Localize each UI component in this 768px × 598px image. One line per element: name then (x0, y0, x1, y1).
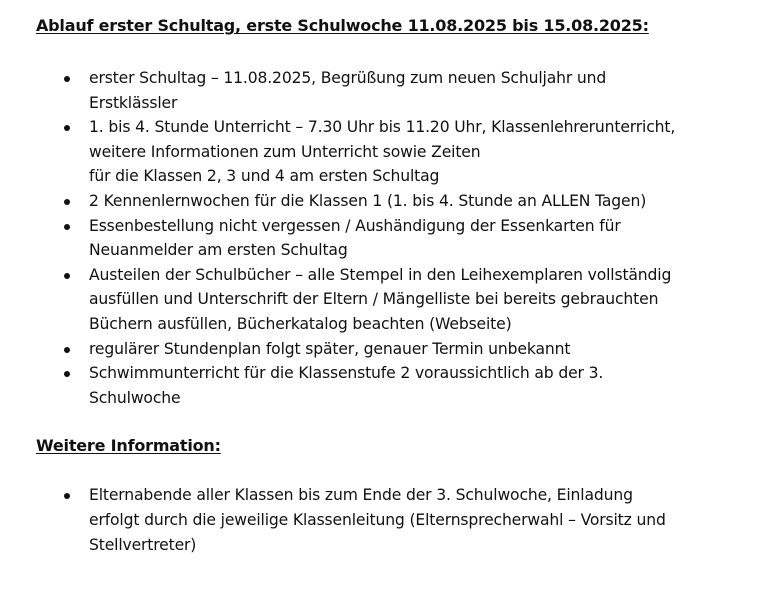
list-item (36, 115, 756, 189)
list-item (36, 189, 756, 214)
list-item-text: 1. bis 4. Stunde Unterricht – 7.30 Uhr bis 11.20 Uhr, Klassenlehrerunterricht, (89, 118, 676, 137)
bullet-icon (64, 493, 70, 499)
bullet-icon (64, 273, 70, 279)
bullet-icon (64, 224, 70, 230)
list-item-text: für die Klassen 2, 3 und 4 am ersten Schultag (89, 167, 440, 186)
schedule-list (36, 66, 756, 410)
list-item-text: Erstklässler (89, 93, 178, 112)
list-item-text: Büchern ausfüllen, Bücherkatalog beachten (Webseite) (89, 314, 512, 333)
document (36, 14, 756, 557)
list-item (36, 361, 756, 410)
list-item-text: Elternabende aller Klassen bis zum Ende der 3. Schulwoche, Einladung (89, 486, 633, 505)
bullet-icon (64, 76, 70, 82)
bullet-icon (64, 125, 70, 131)
schedule-heading: Ablauf erster Schultag, erste Schulwoche 11.08.2025 bis 15.08.2025: (36, 16, 649, 35)
list-item-text: Schulwoche (89, 388, 181, 407)
bullet-icon (64, 199, 70, 205)
list-item-text: regulärer Stundenplan folgt später, genauer Termin unbekannt (89, 339, 571, 358)
list-item (36, 337, 756, 362)
bullet-icon (64, 347, 70, 353)
list-item-text: Stellvertreter) (89, 535, 197, 554)
list-item-text: Austeilen der Schulbücher – alle Stempel in den Leihexemplaren vollständig (89, 265, 672, 284)
list-item-text: Schwimmunterricht für die Klassenstufe 2 voraussichtlich ab der 3. (89, 364, 604, 383)
list-item (36, 263, 756, 337)
list-item (36, 214, 756, 263)
list-item (36, 483, 756, 557)
bullet-icon (64, 371, 70, 377)
list-item-text: ausfüllen und Unterschrift der Eltern / Mängelliste bei bereits gebrauchten (89, 290, 659, 309)
list-item-text: erfolgt durch die jeweilige Klassenleitung (Elternsprecherwahl – Vorsitz und (89, 510, 666, 529)
list-item (36, 66, 756, 115)
list-item-text: 2 Kennenlernwochen für die Klassen 1 (1. bis 4. Stunde an ALLEN Tagen) (89, 191, 647, 210)
further-info-heading: Weitere Information: (36, 436, 221, 456)
list-item-text: weitere Informationen zum Unterricht sowie Zeiten (89, 142, 481, 161)
list-item-text: Neuanmelder am ersten Schultag (89, 241, 348, 260)
further-info-list (36, 483, 756, 557)
list-item-text: erster Schultag – 11.08.2025, Begrüßung zum neuen Schuljahr und (89, 69, 607, 87)
list-item-text: Essenbestellung nicht vergessen / Aushändigung der Essenkarten für (89, 216, 621, 235)
